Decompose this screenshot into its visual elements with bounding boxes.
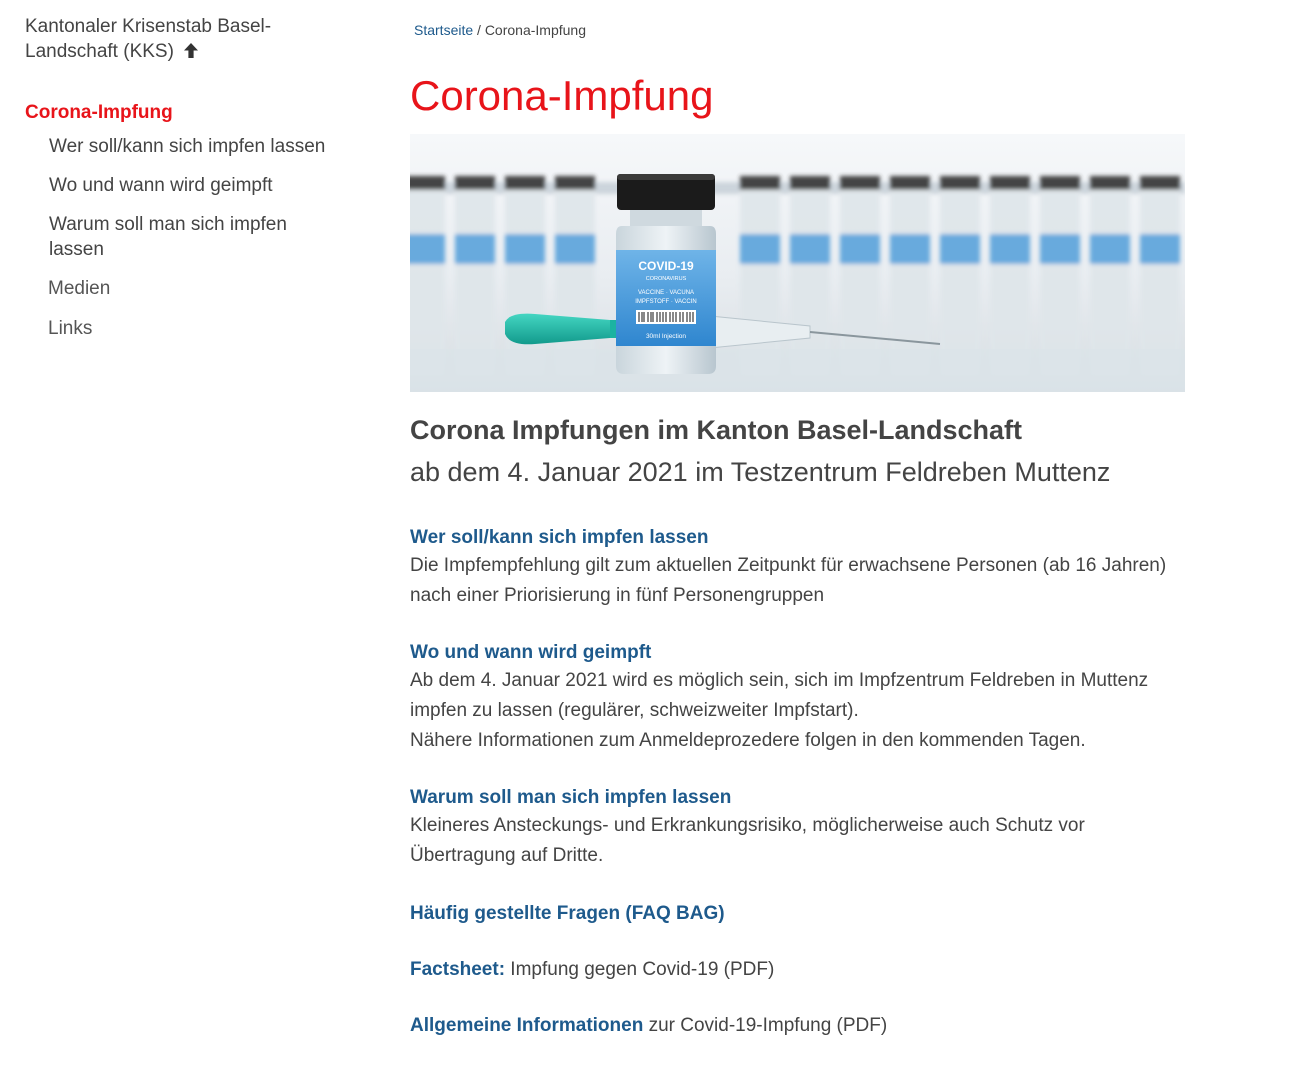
lead-subtitle: ab dem 4. Januar 2021 im Testzentrum Feldreben Muttenz <box>410 457 1111 487</box>
section-heading-wer-soll-link[interactable]: Wer soll/kann sich impfen lassen <box>410 527 709 548</box>
general-info-line <box>410 1013 1190 1039</box>
svg-text:CORONAVIRUS: CORONAVIRUS <box>645 276 687 282</box>
sidebar-item-medien[interactable]: Medien <box>48 278 111 299</box>
general-info-description: zur Covid-19-Impfung (PDF) <box>643 1015 888 1036</box>
org-home-link[interactable] <box>25 14 355 66</box>
factsheet-link[interactable]: Factsheet: <box>410 959 506 980</box>
section-wer-soll <box>410 525 1190 611</box>
section-text-wer-soll: Die Impfempfehlung gilt zum aktuellen Zeitpunkt für erwachsene Personen (ab 16 Jahren) nach einer Priorisierung in fünf Personengruppen <box>410 555 1167 606</box>
svg-text:VACCINE · VACUNA: VACCINE · VACUNA <box>637 290 695 296</box>
section-text-wo-und-wann: Ab dem 4. Januar 2021 wird es möglich sein, sich im Impfzentrum Feldreben in Muttenz impfen zu lassen (regulärer, schweizweiter Impfstart). <box>410 670 1149 721</box>
sidebar-item-links[interactable]: Links <box>48 318 93 339</box>
breadcrumb-home-link[interactable]: Startseite <box>414 22 474 38</box>
sidebar-item-wo-und-wann[interactable]: Wo und wann wird geimpft <box>49 175 273 196</box>
vaccine-vial-graphic <box>616 174 716 374</box>
sidebar-nav <box>25 14 355 356</box>
factsheet-description: Impfung gegen Covid-19 (PDF) <box>505 959 775 980</box>
sidebar-item-corona-impfung[interactable]: Corona-Impfung <box>25 102 173 123</box>
section-text-wo-und-wann-2: Nähere Informationen zum Anmeldeprozedere folgen in den kommenden Tagen. <box>410 730 1086 751</box>
sidebar-item-warum[interactable]: Warum soll man sich impfen lassen <box>49 214 287 260</box>
section-text-warum: Kleineres Ansteckungs- und Erkrankungsrisiko, möglicherweise auch Schutz vor Übertragung auf Dritte. <box>410 815 1085 866</box>
sidebar-item-wer-soll[interactable]: Wer soll/kann sich impfen lassen <box>49 136 326 157</box>
factsheet-line <box>410 957 1190 983</box>
lead-title: Corona Impfungen im Kanton Basel-Landschaft <box>410 415 1023 445</box>
page-title: Corona-Impfung <box>410 72 714 119</box>
section-warum <box>410 785 1190 871</box>
section-heading-warum-link[interactable]: Warum soll man sich impfen lassen <box>410 787 732 808</box>
svg-text:30ml Injection: 30ml Injection <box>645 333 687 340</box>
sidebar-subnav <box>25 134 355 262</box>
breadcrumb <box>410 20 1190 40</box>
section-wo-und-wann <box>410 640 1190 756</box>
hero-vaccine-image <box>410 134 1185 392</box>
svg-text:COVID-19: COVID-19 <box>638 259 694 273</box>
svg-text:IMPFSTOFF · VACCIN: IMPFSTOFF · VACCIN <box>635 299 697 305</box>
faq-line <box>410 901 1190 927</box>
org-title: Kantonaler Krisenstab Basel-Landschaft (KKS) <box>25 16 272 62</box>
faq-link[interactable]: Häufig gestellte Fragen (FAQ BAG) <box>410 903 725 924</box>
section-heading-wo-und-wann-link[interactable]: Wo und wann wird geimpft <box>410 642 652 663</box>
breadcrumb-current: Corona-Impfung <box>484 22 586 38</box>
breadcrumb-separator: / <box>477 22 481 38</box>
main-content <box>410 20 1190 1039</box>
general-info-link[interactable]: Allgemeine Informationen <box>410 1015 644 1036</box>
arrow-up-icon <box>183 41 199 66</box>
sidebar-sibling-nav <box>25 276 355 341</box>
